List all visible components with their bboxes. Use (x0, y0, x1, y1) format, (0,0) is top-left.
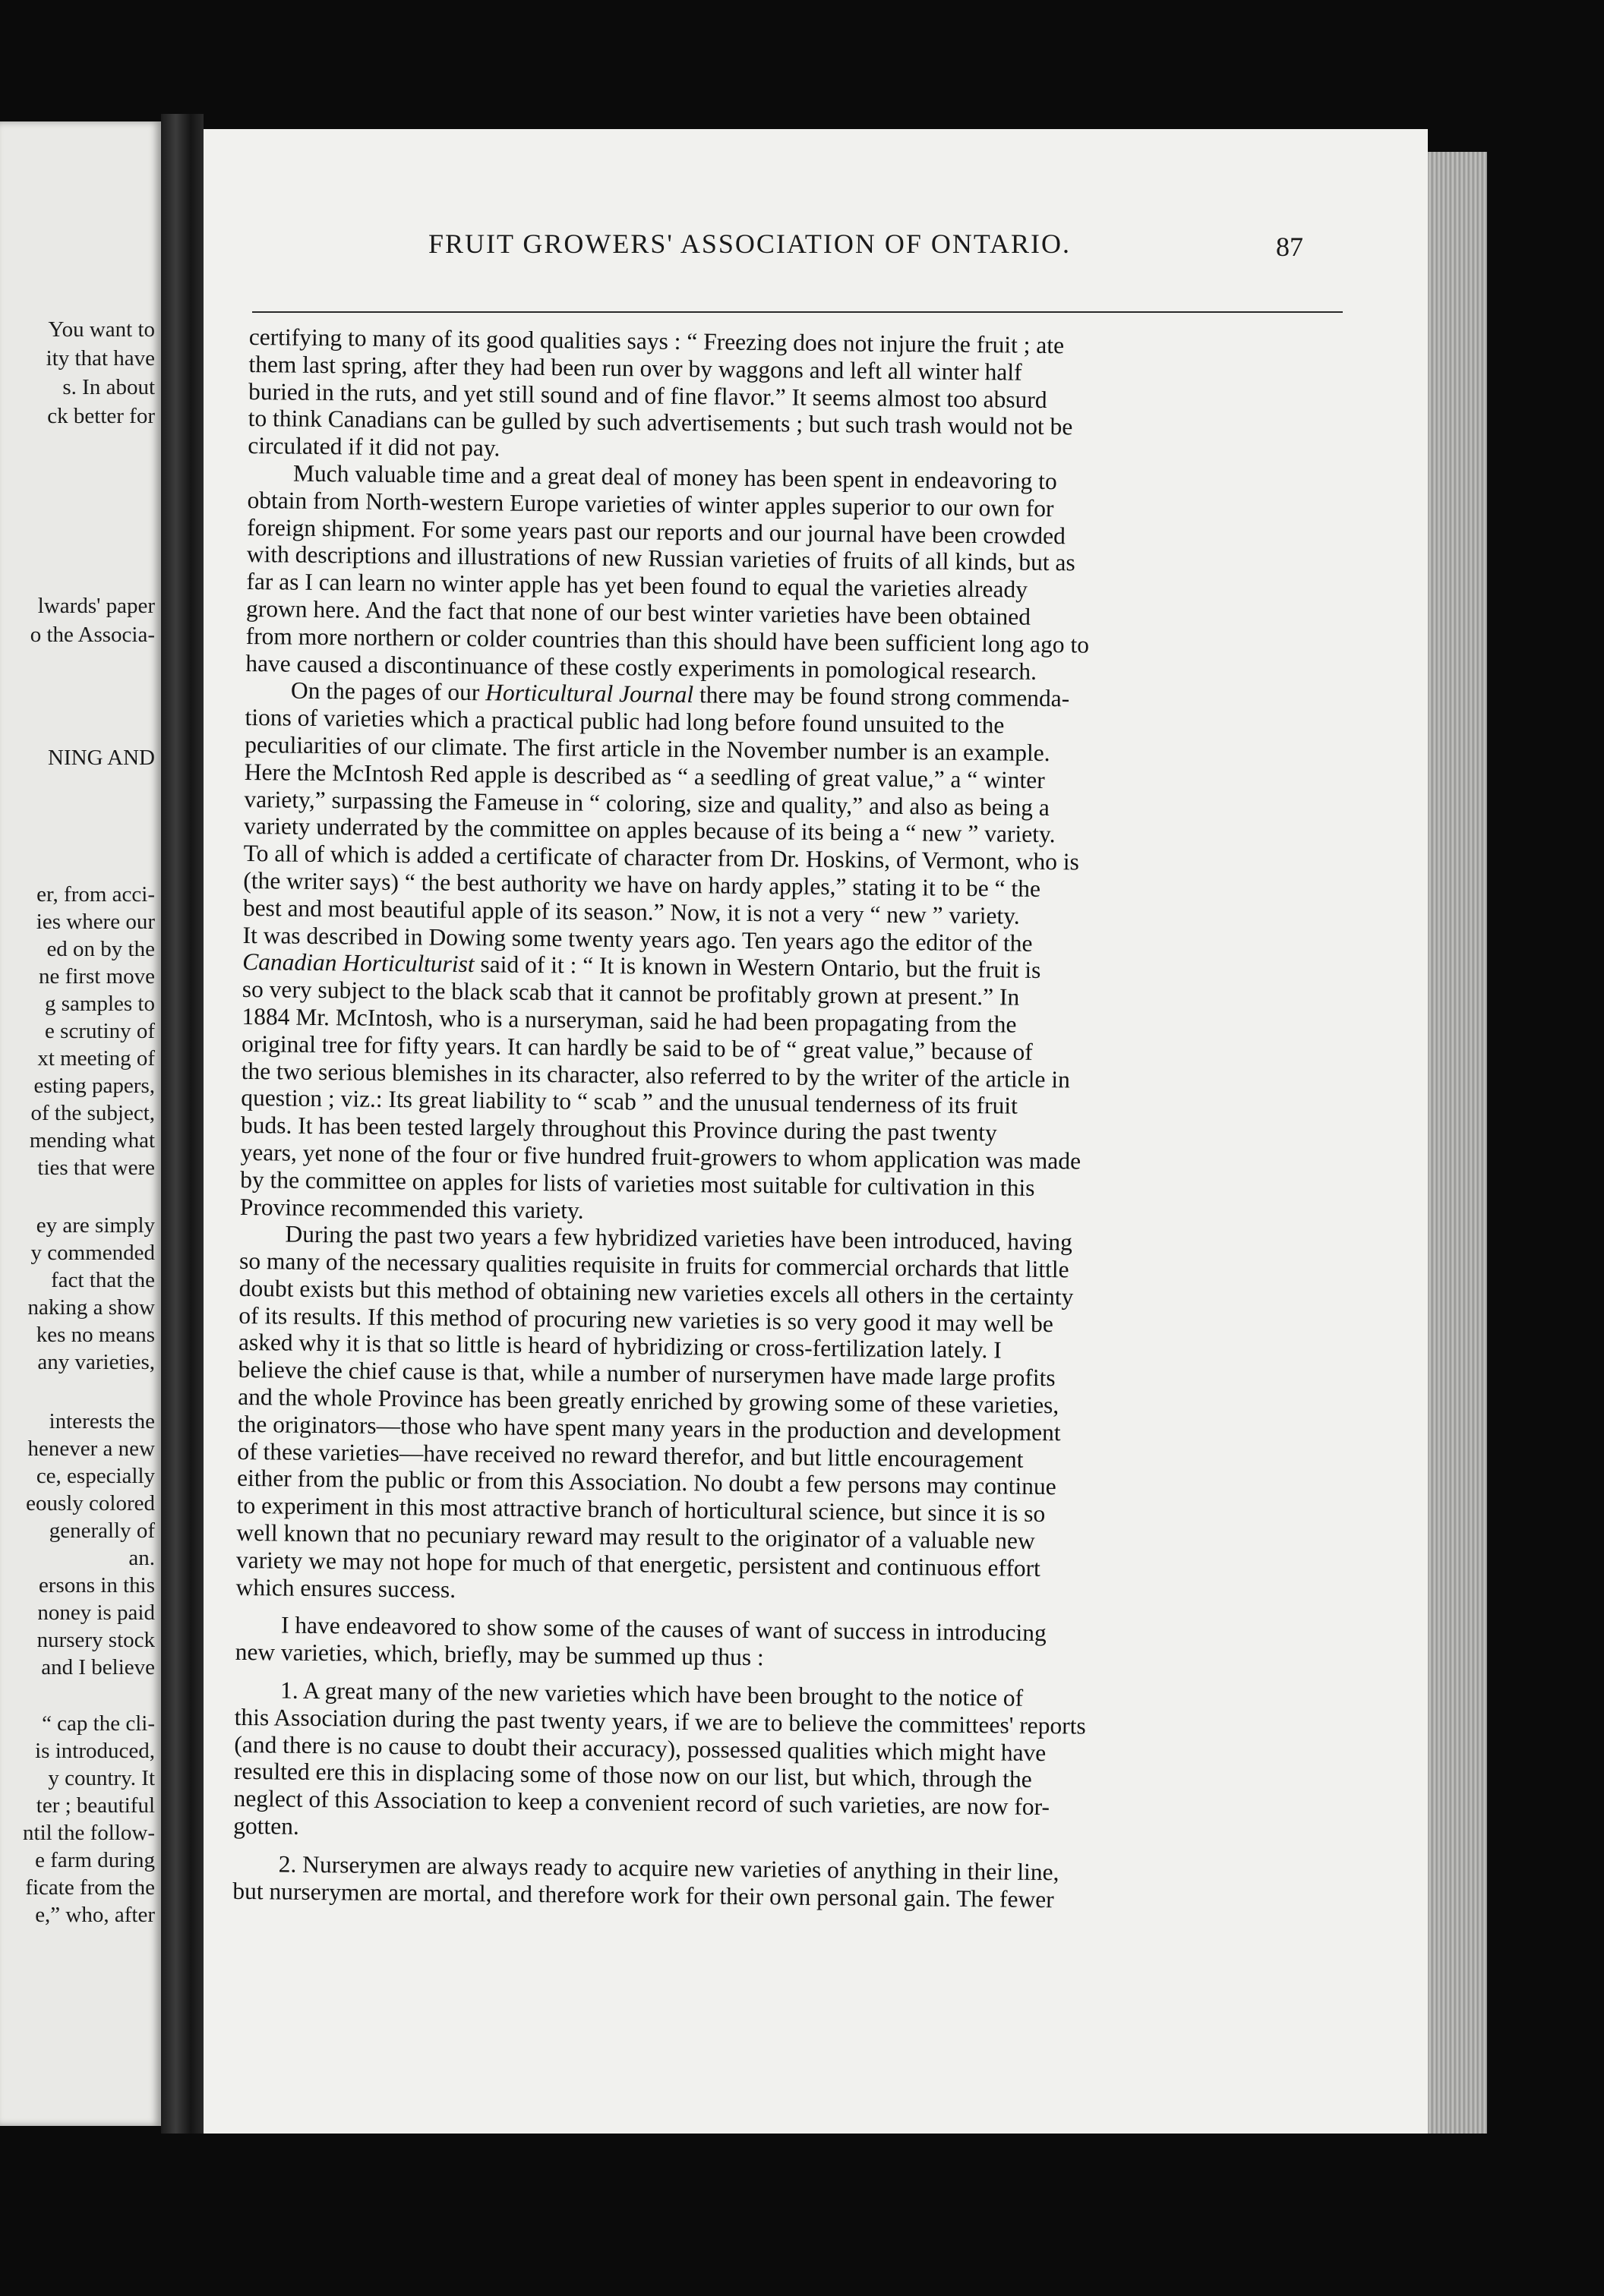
left-line: ties that were (37, 1156, 155, 1180)
left-line: o the Associa- (30, 623, 155, 647)
page-edge (1428, 152, 1487, 2134)
left-line: NING AND (48, 746, 155, 770)
left-line: naking a show (27, 1295, 155, 1320)
text-line: neglect of this Association to keep a convenient record of such varieties, are now for- (233, 1785, 1050, 1821)
text-line: so very subject to the black scab that it cannot be profitably grown at present.” In (242, 976, 1020, 1011)
left-line: esting papers, (33, 1074, 155, 1098)
left-line: interests the (49, 1409, 155, 1433)
left-line: lwards' paper (37, 594, 155, 618)
previous-page-fragment (0, 121, 161, 2126)
text-line: buried in the ruts, and yet still sound and of fine flavor.” It seems almost too absurd (248, 377, 1047, 413)
text-line: obtain from North-western Europe varieties of winter apples superior to our own for (247, 486, 1054, 522)
text-line: Here the McIntosh Red apple is described as “ a seedling of great value,” a “ winter (244, 758, 1045, 793)
text-line: gotten. (233, 1812, 300, 1840)
left-line: ed on by the (46, 937, 155, 961)
page-number: 87 (1276, 232, 1303, 262)
text-line: (the writer says) “ the best authority we have on hardy apples,” stating it to be “ the (243, 866, 1041, 902)
left-line: er, from acci- (36, 882, 155, 907)
text-line: new varieties, which, briefly, may be summed up thus : (235, 1638, 764, 1671)
text-line: Province recommended this variety. (239, 1193, 584, 1224)
text-line: far as I can learn no winter apple has yet been found to equal the varieties already (246, 568, 1028, 603)
left-line: ne first move (38, 964, 155, 989)
left-line: noney is paid (37, 1601, 155, 1625)
left-line: of the subject, (30, 1101, 155, 1125)
text-line: 1. A great many of the new varieties which have been brought to the notice of (279, 1676, 1024, 1711)
text-line: circulated if it did not pay. (248, 432, 500, 462)
left-line: s. In about (62, 375, 155, 399)
left-line: “ cap the cli- (42, 1711, 155, 1736)
left-line: ce, especially (36, 1464, 155, 1488)
text-line: I have endeavored to show some of the causes of want of success in introducing (280, 1611, 1047, 1647)
text-line: and the whole Province has been greatly enriched by growing some of these varieties, (238, 1383, 1059, 1419)
text-line: 2. Nurserymen are always ready to acquire new varieties of anything in their line, (278, 1850, 1059, 1886)
text-line: the originators—those who have spent many years in the production and development (237, 1410, 1061, 1446)
left-line: henever a new (27, 1437, 155, 1461)
left-line: e farm during (35, 1848, 155, 1872)
journal-title: Canadian Horticulturist (242, 948, 475, 978)
left-line: ies where our (36, 910, 155, 934)
text-line: this Association during the past twenty years, if we are to believe the committees' reports (234, 1703, 1086, 1739)
header-rule (252, 311, 1343, 313)
text-line: to think Canadians can be gulled by such advertisements ; but such trash would not be (248, 405, 1073, 440)
text-line: grown here. And the fact that none of our best winter varieties have been obtained (245, 594, 1031, 630)
left-line: and I believe (41, 1655, 155, 1679)
left-line: ficate from the (25, 1875, 155, 1900)
text-line: question ; viz.: Its great liability to “ scab ” and the unusual tenderness of its fruit (241, 1084, 1018, 1119)
book-gutter (161, 114, 204, 2134)
text-line: have caused a discontinuance of these costly experiments in pomological research. (245, 649, 1037, 685)
text-line: tions of varieties which a practical public had long before found unsuited to the (245, 704, 1005, 739)
text-line: 1884 Mr. McIntosh, who is a nurseryman, said he had been propagating from the (242, 1002, 1017, 1038)
text-line: well known that no pecuniary reward may result to the originator of a valuable new (236, 1519, 1035, 1554)
page (204, 129, 1428, 2134)
text-line: of these varieties—have received no reward therefor, and but little encouragement (237, 1437, 1024, 1473)
text-line: peculiarities of our climate. The first article in the November number is an example. (245, 730, 1050, 767)
text-line: years, yet none of the four or five hundred fruit-growers to whom application was made (240, 1138, 1081, 1175)
text-line: variety underrated by the committee on apples because of its being a “ new ” variety. (243, 812, 1056, 848)
text-line: (and there is no cause to doubt their accuracy), possessed qualities which might have (234, 1730, 1047, 1766)
left-line: e,” who, after (35, 1903, 155, 1927)
left-line: xt meeting of (37, 1046, 155, 1071)
text-line: It was described in Dowing some twenty years ago. Ten years ago the editor of the (242, 921, 1033, 957)
text-line: Much valuable time and a great deal of money has been spent in endeavoring to (292, 459, 1057, 495)
text-line: foreign shipment. For some years past our reports and our journal have been crowded (247, 513, 1066, 549)
left-line: e scrutiny of (45, 1019, 155, 1043)
text-line: During the past two years a few hybridized varieties have been introduced, having (285, 1220, 1073, 1256)
left-line: ntil the follow- (23, 1821, 155, 1845)
left-line: is introduced, (35, 1739, 155, 1763)
text-line: the two serious blemishes in its character, also referred to by the writer of the article in (241, 1057, 1071, 1093)
text-line: buds. It has been tested largely throughout this Province during the past twenty (240, 1112, 997, 1146)
text-span: said of it : “ It is known in Western Ontario, but the fruit is (480, 951, 1041, 984)
text-line: asked why it is that so little is heard of hybridizing or cross-fertilization lately. I (238, 1329, 1002, 1364)
text-line: but nurserymen are mortal, and therefore work for their own personal gain. The fewer (232, 1877, 1054, 1913)
left-line: fact that the (51, 1268, 155, 1292)
text-line: To all of which is added a certificate of character from Dr. Hoskins, of Vermont, who is (243, 840, 1080, 875)
text-line: either from the public or from this Association. No doubt a few persons may continue (236, 1465, 1056, 1500)
text-line: original tree for fifty years. It can hardly be said to be of “ great value,” because of (241, 1030, 1033, 1065)
text-line: with descriptions and illustrations of new Russian varieties of fruits of all kinds, but as (246, 541, 1075, 576)
left-line: You want to (48, 317, 155, 342)
left-line: y commended (30, 1241, 155, 1265)
left-line: ity that have (46, 346, 155, 371)
text-line: of its results. If this method of procuring new varieties is so very good it may well be (238, 1301, 1053, 1337)
text-span: On the pages of our (290, 676, 486, 706)
text-line: by the committee on apples for lists of varieties most suitable for cultivation in this (240, 1165, 1035, 1201)
text-line: from more northern or colder countries than this should have been sufficient long ago to (245, 622, 1090, 658)
left-line: ck better for (47, 404, 155, 428)
left-line: generally of (49, 1519, 155, 1543)
body-text (232, 323, 1349, 1916)
text-line: which ensures success. (235, 1573, 456, 1603)
text-line: variety we may not hope for much of that energetic, persistent and continuous effort (235, 1546, 1041, 1582)
page-header (204, 228, 1428, 273)
left-line: nursery stock (36, 1628, 155, 1652)
text-line: so many of the necessary qualities requisite in fruits for commercial orchards that little (238, 1247, 1069, 1283)
left-line: ey are simply (36, 1213, 155, 1238)
text-line: best and most beautiful apple of its season.” Now, it is not a very “ new ” variety. (242, 894, 1020, 929)
left-line: y country. It (48, 1766, 155, 1790)
text-span: there may be found strong commenda- (693, 681, 1070, 712)
text-line: resulted ere this in displacing some of those now on our list, but which, through the (233, 1758, 1032, 1793)
text-line: believe the chief cause is that, while a number of nurserymen have made large profits (238, 1356, 1056, 1392)
left-line: eously colored (26, 1491, 155, 1515)
left-line: g samples to (45, 992, 155, 1016)
text-line: doubt exists but this method of obtaining new varieties excels all others in the certainty (238, 1274, 1074, 1310)
left-line: any varieties, (37, 1350, 155, 1374)
text-line: them last spring, after they had been run over by waggons and left all winter half (248, 350, 1022, 386)
left-line: kes no means (36, 1323, 155, 1347)
left-line: mending what (29, 1128, 155, 1153)
left-line: ersons in this (38, 1573, 155, 1597)
left-line: an. (128, 1546, 155, 1570)
journal-title: Horticultural Journal (485, 679, 694, 708)
text-line: certifying to many of its good qualities says : “ Freezing does not injure the fruit ; ate (248, 323, 1065, 359)
running-head: FRUIT GROWERS' ASSOCIATION OF ONTARIO. (428, 229, 1072, 259)
text-line: to experiment in this most attractive branch of horticultural science, but since it is so (236, 1492, 1046, 1528)
text-line: variety,” surpassing the Fameuse in “ coloring, size and quality,” and also as being a (244, 785, 1050, 821)
left-line: ter ; beautiful (36, 1793, 155, 1818)
